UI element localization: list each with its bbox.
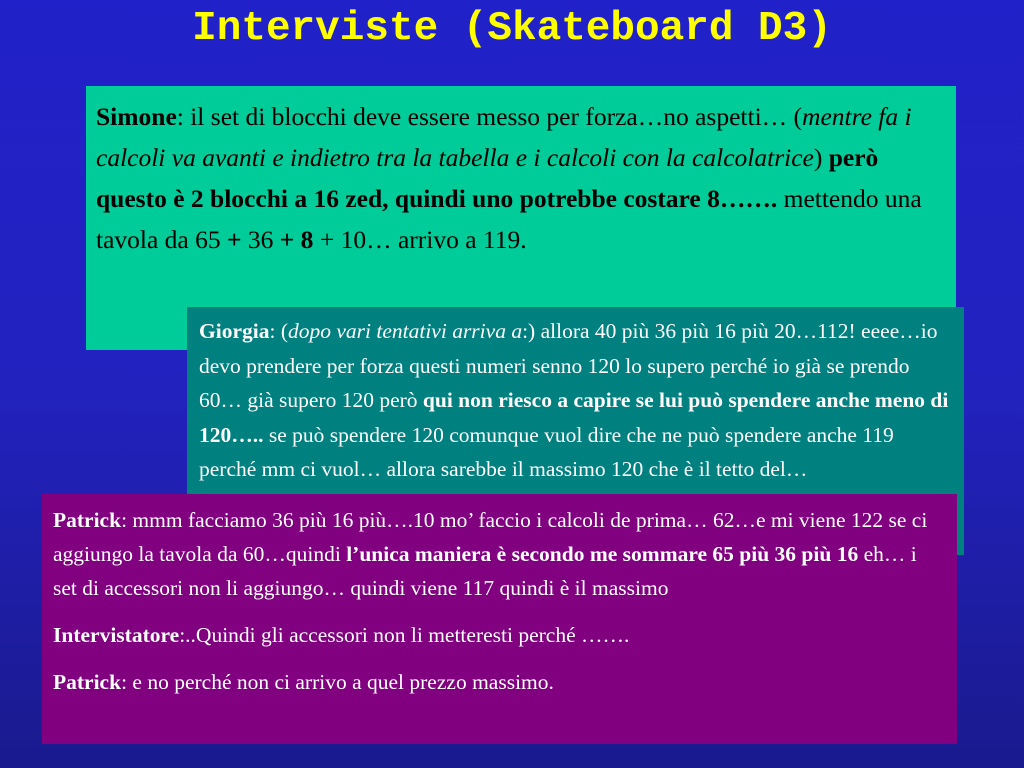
giorgia-text-1: : ( [269,319,288,343]
simone-text-4: 36 [241,225,280,254]
giorgia-emphasis: qui non riesco a capire se lui può spendere anche meno di 120….. [199,388,949,447]
speaker-simone: Simone [96,102,177,131]
simone-plus-8: + 8 [279,225,314,254]
speaker-giorgia: Giorgia [199,319,270,343]
speaker-patrick-2: Patrick [53,670,122,694]
giorgia-stage-note: dopo vari tentativi arriva a [287,319,523,343]
simone-text-5: + 10… arrivo a 119. [313,225,527,254]
patrick-text-3: : e no perché non ci arrivo a quel prezzo massimo. [121,670,554,694]
interviewer-text: :..Quindi gli accessori non li metteresti perché ……. [179,623,630,647]
speaker-interviewer: Intervistatore [53,623,180,647]
patrick-text-1: : mmm facciamo 36 più 16 più….10 mo’ faccio i calcoli de prima… 62…e mi viene 122 se ci aggiungo la tavola da 60…quindi [53,508,928,566]
simone-plus-1: + [227,225,242,254]
patrick-emphasis: l’unica maniera è secondo me sommare 65 più 36 più 16 [346,542,859,566]
interviewer-paragraph [53,618,943,652]
patrick-quote-box [42,494,957,744]
patrick-paragraph-2 [53,665,943,699]
slide-title: Interviste (Skateboard D3) [192,6,832,52]
simone-text-3: mettendo una tavola da 65 [96,184,922,254]
speaker-patrick: Patrick [53,508,122,532]
simone-stage-note: mentre fa i calcoli va avanti e indietro tra la tabella e i calcoli con la calcolatrice [96,102,912,172]
simone-text-2: ) [813,143,829,172]
simone-emphasis: però questo è 2 blocchi a 16 zed, quindi uno potrebbe costare 8……. [96,143,879,213]
patrick-text-2: eh… i set di accessori non li aggiungo… quindi viene 117 quindi è il massimo [53,542,917,600]
giorgia-text-2: :) allora 40 più 36 più 16 più 20…112! eeee…io devo prendere per forza questi numeri senno 120 lo supero perché io già se prendo 60… già supero 120 però [199,319,938,412]
simone-text-1: : il set di blocchi deve essere messo per forza…no aspetti… ( [176,102,803,131]
patrick-paragraph-1 [53,503,943,605]
giorgia-text-3: se può spendere 120 comunque vuol dire che ne può spendere anche 119 perché mm ci vuol… allora sarebbe il massimo 120 che è il tetto del… [199,422,894,481]
